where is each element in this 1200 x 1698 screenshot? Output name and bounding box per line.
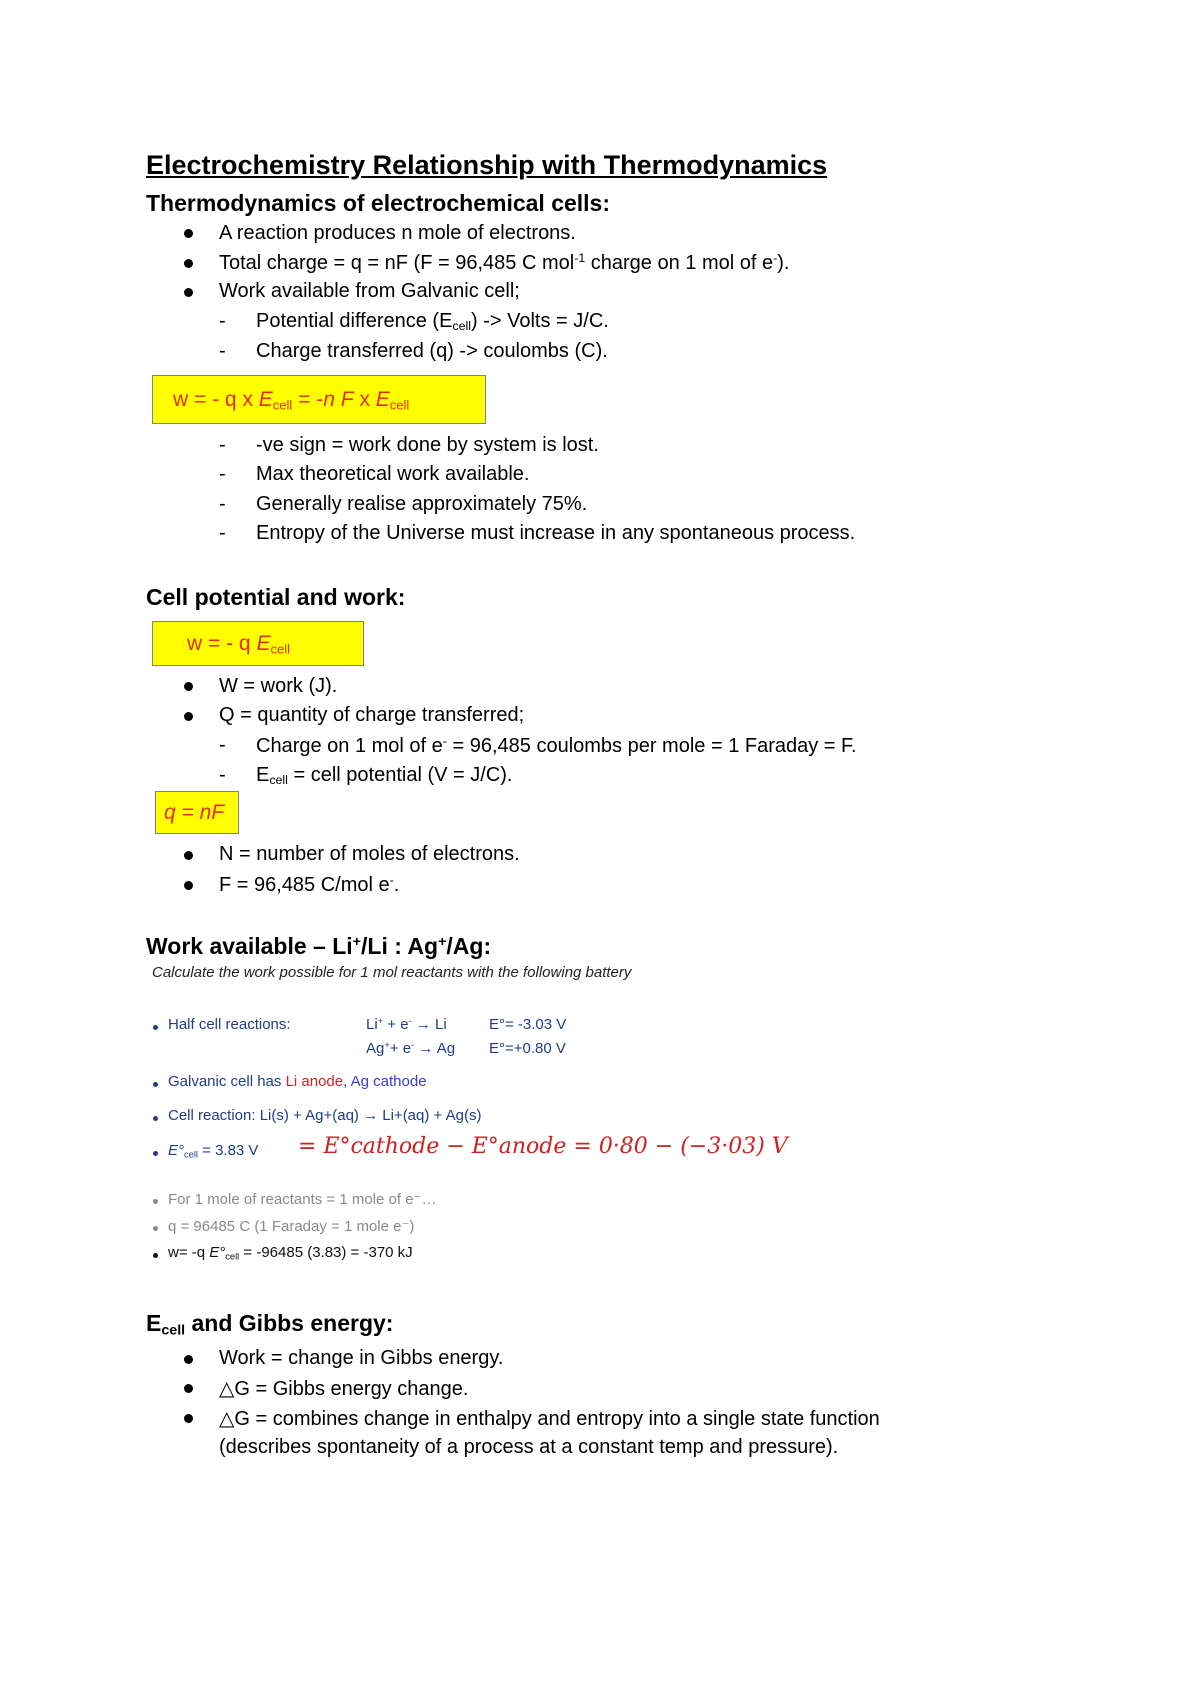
page-title: Electrochemistry Relationship with Thermodynamics: [146, 150, 828, 180]
section-heading-gibbs: $E_{cell}$ and Gibbs energy:: [146, 1310, 394, 1339]
bullet-icon: [153, 1226, 158, 1231]
list-item: N = number of moles of electrons.: [219, 843, 520, 865]
formula-text: w = - q $E_{cell}$: [187, 632, 290, 657]
list-item: Charge on 1 mol of e- = 96,485 coulombs per mole = 1 Faraday = F.: [256, 734, 857, 757]
cell-reaction: Cell reaction: Li(s) + Ag+(aq) → Li+(aq) + Ag(s): [168, 1107, 482, 1124]
half-reaction-ag: Ag++ e- → Ag: [366, 1040, 456, 1058]
bullet-icon: [184, 1355, 193, 1364]
formula-box-cell-work: [152, 621, 364, 666]
bullet-icon: [184, 1384, 193, 1393]
ecell-value: $E^\circ_{cell} = 3.83$ V: [168, 1142, 259, 1160]
galvanic-line: Galvanic cell has Li anode, Ag cathode: [168, 1073, 427, 1090]
list-item: Max theoretical work available.: [256, 463, 530, 485]
formula-box-work: [152, 375, 486, 424]
section-heading-work-available: Work available – Li+/Li : Ag+/Ag:: [146, 933, 492, 959]
handwritten-calculation: = E°cathode − E°anode = 0·80 − (−3·03) V: [298, 1134, 788, 1159]
list-item: Work = change in Gibbs energy.: [219, 1347, 504, 1369]
formula-text: q = nF: [164, 801, 225, 824]
list-item: Work available from Galvanic cell;: [219, 280, 520, 302]
bullet-icon: [153, 1116, 158, 1121]
bullet-icon: [184, 682, 193, 691]
half-reaction-li: Li+ + e- → Li: [366, 1016, 447, 1034]
bullet-icon: [153, 1199, 158, 1204]
dash-marker: -: [219, 493, 226, 515]
list-item: △G = combines change in enthalpy and entropy into a single state function: [219, 1408, 880, 1430]
half-potential-li: E°= -3.03 V: [489, 1016, 567, 1033]
section-heading-thermodynamics: Thermodynamics of electrochemical cells:: [146, 190, 611, 216]
list-item: Total charge = q = nF (F = 96,485 C mol$^{-1}$ charge on 1 mol of e-).: [219, 251, 790, 274]
bullet-icon: [153, 1253, 158, 1258]
bullet-icon: [153, 1025, 158, 1030]
list-item: Entropy of the Universe must increase in any spontaneous process.: [256, 522, 856, 544]
list-item: Q = quantity of charge transferred;: [219, 704, 525, 726]
dash-marker: -: [219, 463, 226, 485]
dash-marker: -: [219, 522, 226, 544]
list-item: △G = Gibbs energy change.: [219, 1378, 469, 1400]
list-item: Charge transferred (q) -> coulombs (C).: [256, 340, 608, 362]
bullet-icon: [184, 288, 193, 297]
bullet-icon: [153, 1151, 158, 1156]
half-potential-ag: E°=+0.80 V: [489, 1040, 566, 1057]
list-item-continuation: (describes spontaneity of a process at a constant temp and pressure).: [219, 1436, 839, 1458]
bullet-icon: [153, 1082, 158, 1087]
dash-marker: -: [219, 764, 226, 786]
half-cell-label: Half cell reactions:: [168, 1016, 291, 1033]
bullet-icon: [184, 712, 193, 721]
grey-note-reactants: For 1 mole of reactants = 1 mole of e⁻…: [168, 1191, 437, 1208]
list-item: Potential difference $(E_{cell})$ -> Volts = J/C.: [256, 310, 609, 334]
section-heading-cell-potential: Cell potential and work:: [146, 584, 406, 610]
work-result: w= -q $E^\circ_{cell} = -96485$ (3.83) = -370 kJ: [168, 1244, 413, 1262]
bullet-icon: [184, 259, 193, 268]
dash-marker: -: [219, 734, 226, 756]
list-item: F = 96,485 C/mol e-.: [219, 873, 400, 896]
list-item: -ve sign = work done by system is lost.: [256, 434, 599, 456]
list-item: A reaction produces n mole of electrons.: [219, 222, 576, 244]
formula-text: w = - q x $E_{cell} = -n$ F x $E_{cell}$: [173, 388, 410, 413]
grey-note-charge: q = 96485 C (1 Faraday = 1 mole e⁻): [168, 1218, 415, 1235]
list-item: $E_{cell}$ = cell potential (V = J/C).: [256, 764, 513, 788]
bullet-icon: [184, 1414, 193, 1423]
list-item: Generally realise approximately 75%.: [256, 493, 588, 515]
bullet-icon: [184, 851, 193, 860]
dash-marker: -: [219, 340, 226, 362]
bullet-icon: [184, 881, 193, 890]
example-prompt: Calculate the work possible for 1 mol reactants with the following battery: [152, 964, 632, 981]
dash-marker: -: [219, 310, 226, 332]
dash-marker: -: [219, 434, 226, 456]
bullet-icon: [184, 229, 193, 238]
formula-box-charge: [155, 791, 239, 834]
list-item: W = work (J).: [219, 675, 338, 697]
